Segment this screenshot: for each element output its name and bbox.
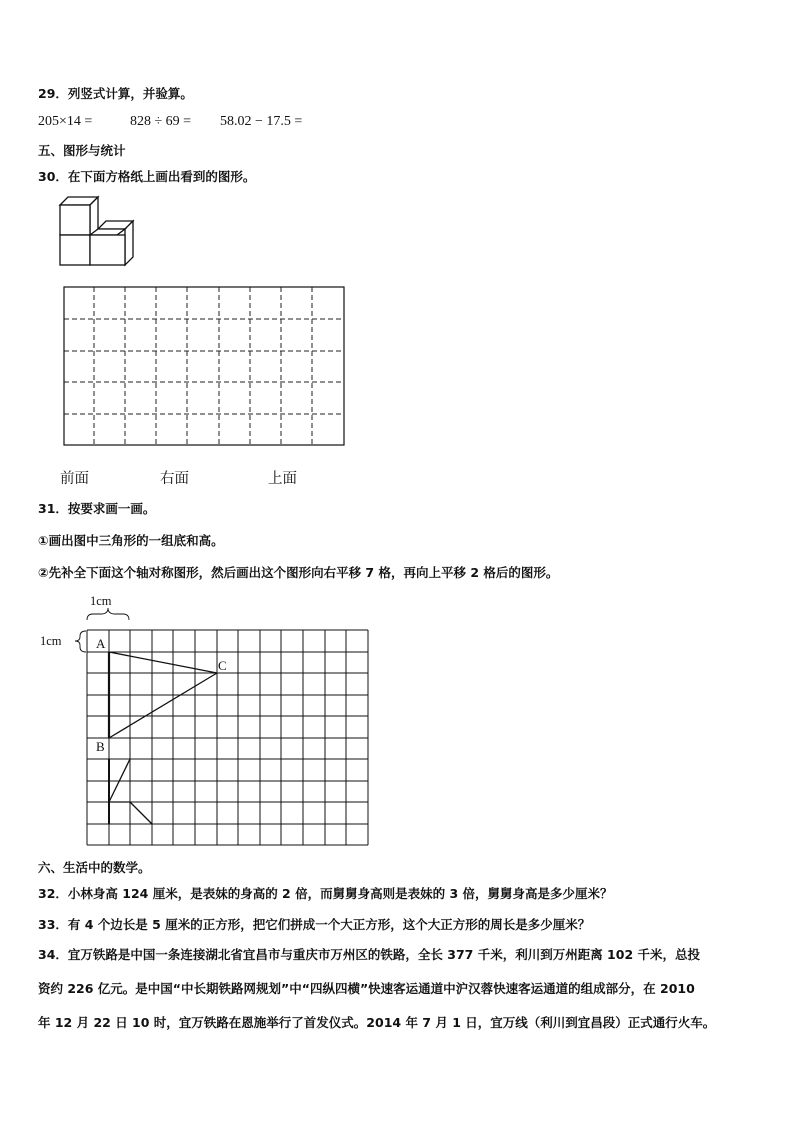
section-6-title: 六、生活中的数学。: [38, 860, 151, 875]
q31-item-2: ②先补全下面这个轴对称图形，然后画出这个图形向右平移 7 格，再向上平移 2 格后的图形。: [38, 565, 559, 580]
q31-title: 31．按要求画一画。: [38, 501, 156, 516]
q34-line-3: 年 12 月 22 日 10 时，宜万铁路在恩施举行了首发仪式。2014 年 7 月 1 日，宜万线（利川到宜昌段）正式通行火车。: [38, 1015, 716, 1030]
view-label-top: 上面: [268, 471, 297, 487]
q29-expression-3: 58.02 − 17.5 =: [220, 114, 303, 129]
q29-title: 29．列竖式计算，并验算。: [38, 86, 193, 101]
q34-line-1: 34．宜万铁路是中国一条连接湖北省宜昌市与重庆市万州区的铁路，全长 377 千米，利川到万州距离 102 千米，总投: [38, 947, 700, 962]
q33-text: 33．有 4 个边长是 5 厘米的正方形，把它们拼成一个大正方形，这个大正方形的周长是多少厘米？: [38, 917, 591, 932]
square-grid: [87, 630, 368, 845]
q29-expression-1: 205×14 =: [38, 114, 93, 129]
q30-title: 30．在下面方格纸上画出看到的图形。: [38, 169, 256, 184]
view-drawing-grid[interactable]: [63, 286, 347, 448]
q29-expression-2: 828 ÷ 69 =: [130, 114, 192, 129]
unit-label-left: 1cm: [40, 634, 62, 648]
section-5-title: 五、图形与统计: [38, 143, 126, 158]
unit-brace-left: [75, 631, 86, 652]
view-label-front: 前面: [60, 471, 89, 487]
point-label-c: C: [218, 658, 227, 673]
point-label-a: A: [96, 636, 106, 651]
q31-item-1: ①画出图中三角形的一组底和高。: [38, 533, 224, 548]
view-label-right: 右面: [160, 471, 189, 487]
triangle-grid-figure[interactable]: [38, 590, 374, 850]
point-label-b: B: [96, 739, 105, 754]
q34-line-2: 资约 226 亿元。是中国“中长期铁路网规划”中“四纵四横”快速客运通道中沪汉蓉快速客运通道的组成部分，在 2010: [38, 981, 695, 996]
cube-stack-figure: [55, 192, 140, 270]
unit-brace-top: [87, 608, 129, 620]
q32-text: 32．小林身高 124 厘米，是表妹的身高的 2 倍，而舅舅身高则是表妹的 3 倍，舅舅身高是多少厘米？: [38, 886, 613, 901]
unit-label-top: 1cm: [90, 594, 112, 608]
